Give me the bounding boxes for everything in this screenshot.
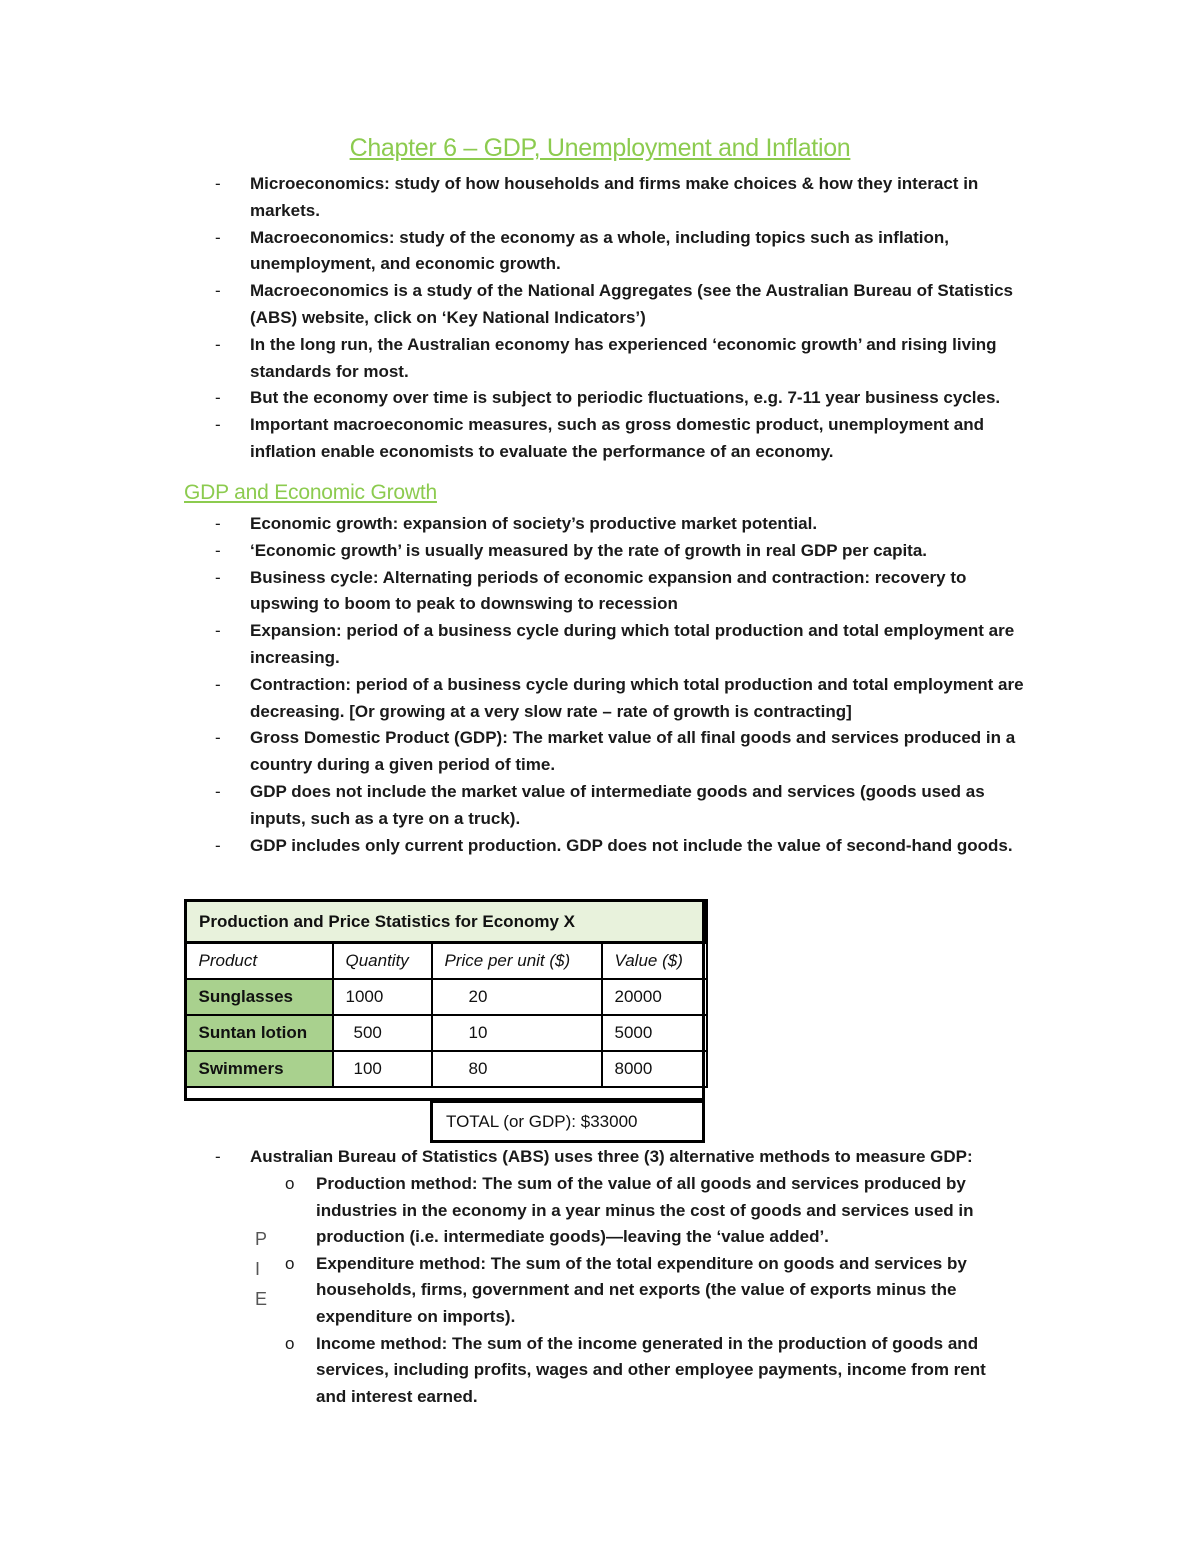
margin-mark: I bbox=[255, 1259, 261, 1279]
list-item: - In the long run, the Australian economy has experienced ‘economic growth’ and rising living standards for most. bbox=[0, 332, 1030, 386]
list-item: - But the economy over time is subject to periodic fluctuations, e.g. 7-11 year business cycles. bbox=[0, 385, 1030, 412]
value-cell: 5000 bbox=[602, 1015, 707, 1051]
dash-bullet: - bbox=[215, 728, 221, 748]
table-row bbox=[186, 1051, 707, 1087]
methods-list bbox=[0, 1171, 1200, 1410]
dash-bullet: - bbox=[215, 1147, 221, 1166]
list-item: - Business cycle: Alternating periods of economic expansion and contraction: recovery to upswing to boom to peak to downswing to recession bbox=[0, 565, 1030, 619]
production-statistics-table bbox=[184, 899, 708, 1088]
column-header: Quantity bbox=[333, 943, 432, 979]
circle-bullet: o bbox=[285, 1333, 295, 1353]
list-item: - Macroeconomics: study of the economy as a whole, including topics such as inflation, unemployment, and economic growth. bbox=[0, 225, 1030, 279]
dash-bullet: - bbox=[215, 835, 221, 855]
dash-bullet: - bbox=[215, 674, 221, 694]
column-header: Product bbox=[186, 943, 333, 979]
list-item: - GDP does not include the market value of intermediate goods and services (goods used as inputs, such as a tyre on a truck). bbox=[0, 779, 1030, 833]
table-total: TOTAL (or GDP): $33000 bbox=[430, 1101, 705, 1143]
list-item: - Contraction: period of a business cycle during which total production and total employment are decreasing. [Or growing at a very slow rate – rate of growth is contracting] bbox=[0, 672, 1030, 726]
list-item: - Macroeconomics is a study of the National Aggregates (see the Australian Bureau of Statistics (ABS) website, click on ‘Key National Indicators’) bbox=[0, 278, 1030, 332]
growth-list bbox=[0, 511, 1200, 859]
dash-bullet: - bbox=[215, 415, 221, 435]
circle-bullet: o bbox=[285, 1174, 295, 1193]
abs-list bbox=[0, 1144, 1200, 1171]
dash-bullet: - bbox=[215, 174, 221, 193]
price-cell: 80 bbox=[432, 1051, 602, 1087]
price-cell: 20 bbox=[432, 979, 602, 1015]
table-caption: Production and Price Statistics for Economy X bbox=[186, 901, 707, 943]
list-item: - ‘Economic growth’ is usually measured by the rate of growth in real GDP per capita. bbox=[0, 538, 1030, 565]
table-caption-row bbox=[186, 901, 707, 943]
quantity-cell: 500 bbox=[333, 1015, 432, 1051]
product-cell: Suntan lotion bbox=[186, 1015, 333, 1051]
margin-mark: P bbox=[255, 1229, 268, 1249]
margin-mark: E bbox=[255, 1289, 268, 1309]
quantity-cell: 1000 bbox=[333, 979, 432, 1015]
dash-bullet: - bbox=[215, 281, 221, 301]
list-item: - Microeconomics: study of how households and firms make choices & how they interact in markets. bbox=[0, 171, 1030, 225]
product-cell: Sunglasses bbox=[186, 979, 333, 1015]
margin-marks bbox=[255, 1224, 267, 1314]
dash-bullet: - bbox=[215, 388, 221, 408]
dash-bullet: - bbox=[215, 781, 221, 801]
page-title: Chapter 6 – GDP, Unemployment and Inflation bbox=[349, 134, 851, 162]
list-item: o Income method: The sum of the income generated in the production of goods and services, including profits, wages and other employee payments, income from rent and interest earned. bbox=[0, 1331, 1006, 1411]
dash-bullet: - bbox=[215, 540, 221, 560]
value-cell: 20000 bbox=[602, 979, 707, 1015]
column-header: Price per unit ($) bbox=[432, 943, 602, 979]
list-item: o Expenditure method: The sum of the total expenditure on goods and services by households, firms, government and net exports (the value of exports minus the expenditure on imports). bbox=[0, 1251, 1006, 1331]
dash-bullet: - bbox=[215, 621, 221, 641]
table-row bbox=[186, 979, 707, 1015]
quantity-cell: 100 bbox=[333, 1051, 432, 1087]
list-item: - Important macroeconomic measures, such as gross domestic product, unemployment and inflation enable economists to evaluate the performance of an economy. bbox=[0, 412, 1030, 466]
list-item: - Expansion: period of a business cycle during which total production and total employment are increasing. bbox=[0, 618, 1030, 672]
list-item: - Economic growth: expansion of society’s productive market potential. bbox=[0, 511, 1030, 538]
list-item: - GDP includes only current production. GDP does not include the value of second-hand goods. bbox=[0, 833, 1030, 860]
column-header: Value ($) bbox=[602, 943, 707, 979]
list-item: o Production method: The sum of the value of all goods and services produced by industries in the economy in a year minus the cost of goods and services used in production (i.e. intermediate goods)—leaving the ‘value added’. bbox=[0, 1171, 1006, 1251]
list-item: - Gross Domestic Product (GDP): The market value of all final goods and services produced in a country during a given period of time. bbox=[0, 725, 1030, 779]
table-header-row bbox=[186, 943, 707, 979]
dash-bullet: - bbox=[215, 334, 221, 354]
product-cell: Swimmers bbox=[186, 1051, 333, 1087]
price-cell: 10 bbox=[432, 1015, 602, 1051]
section-heading: GDP and Economic Growth bbox=[184, 481, 437, 504]
circle-bullet: o bbox=[285, 1253, 295, 1273]
dash-bullet: - bbox=[215, 567, 221, 587]
dash-bullet: - bbox=[215, 227, 221, 247]
list-item: - Australian Bureau of Statistics (ABS) uses three (3) alternative methods to measure GDP: bbox=[0, 1144, 1030, 1171]
intro-list bbox=[0, 171, 1200, 466]
dash-bullet: - bbox=[215, 514, 221, 533]
value-cell: 8000 bbox=[602, 1051, 707, 1087]
table-row bbox=[186, 1015, 707, 1051]
